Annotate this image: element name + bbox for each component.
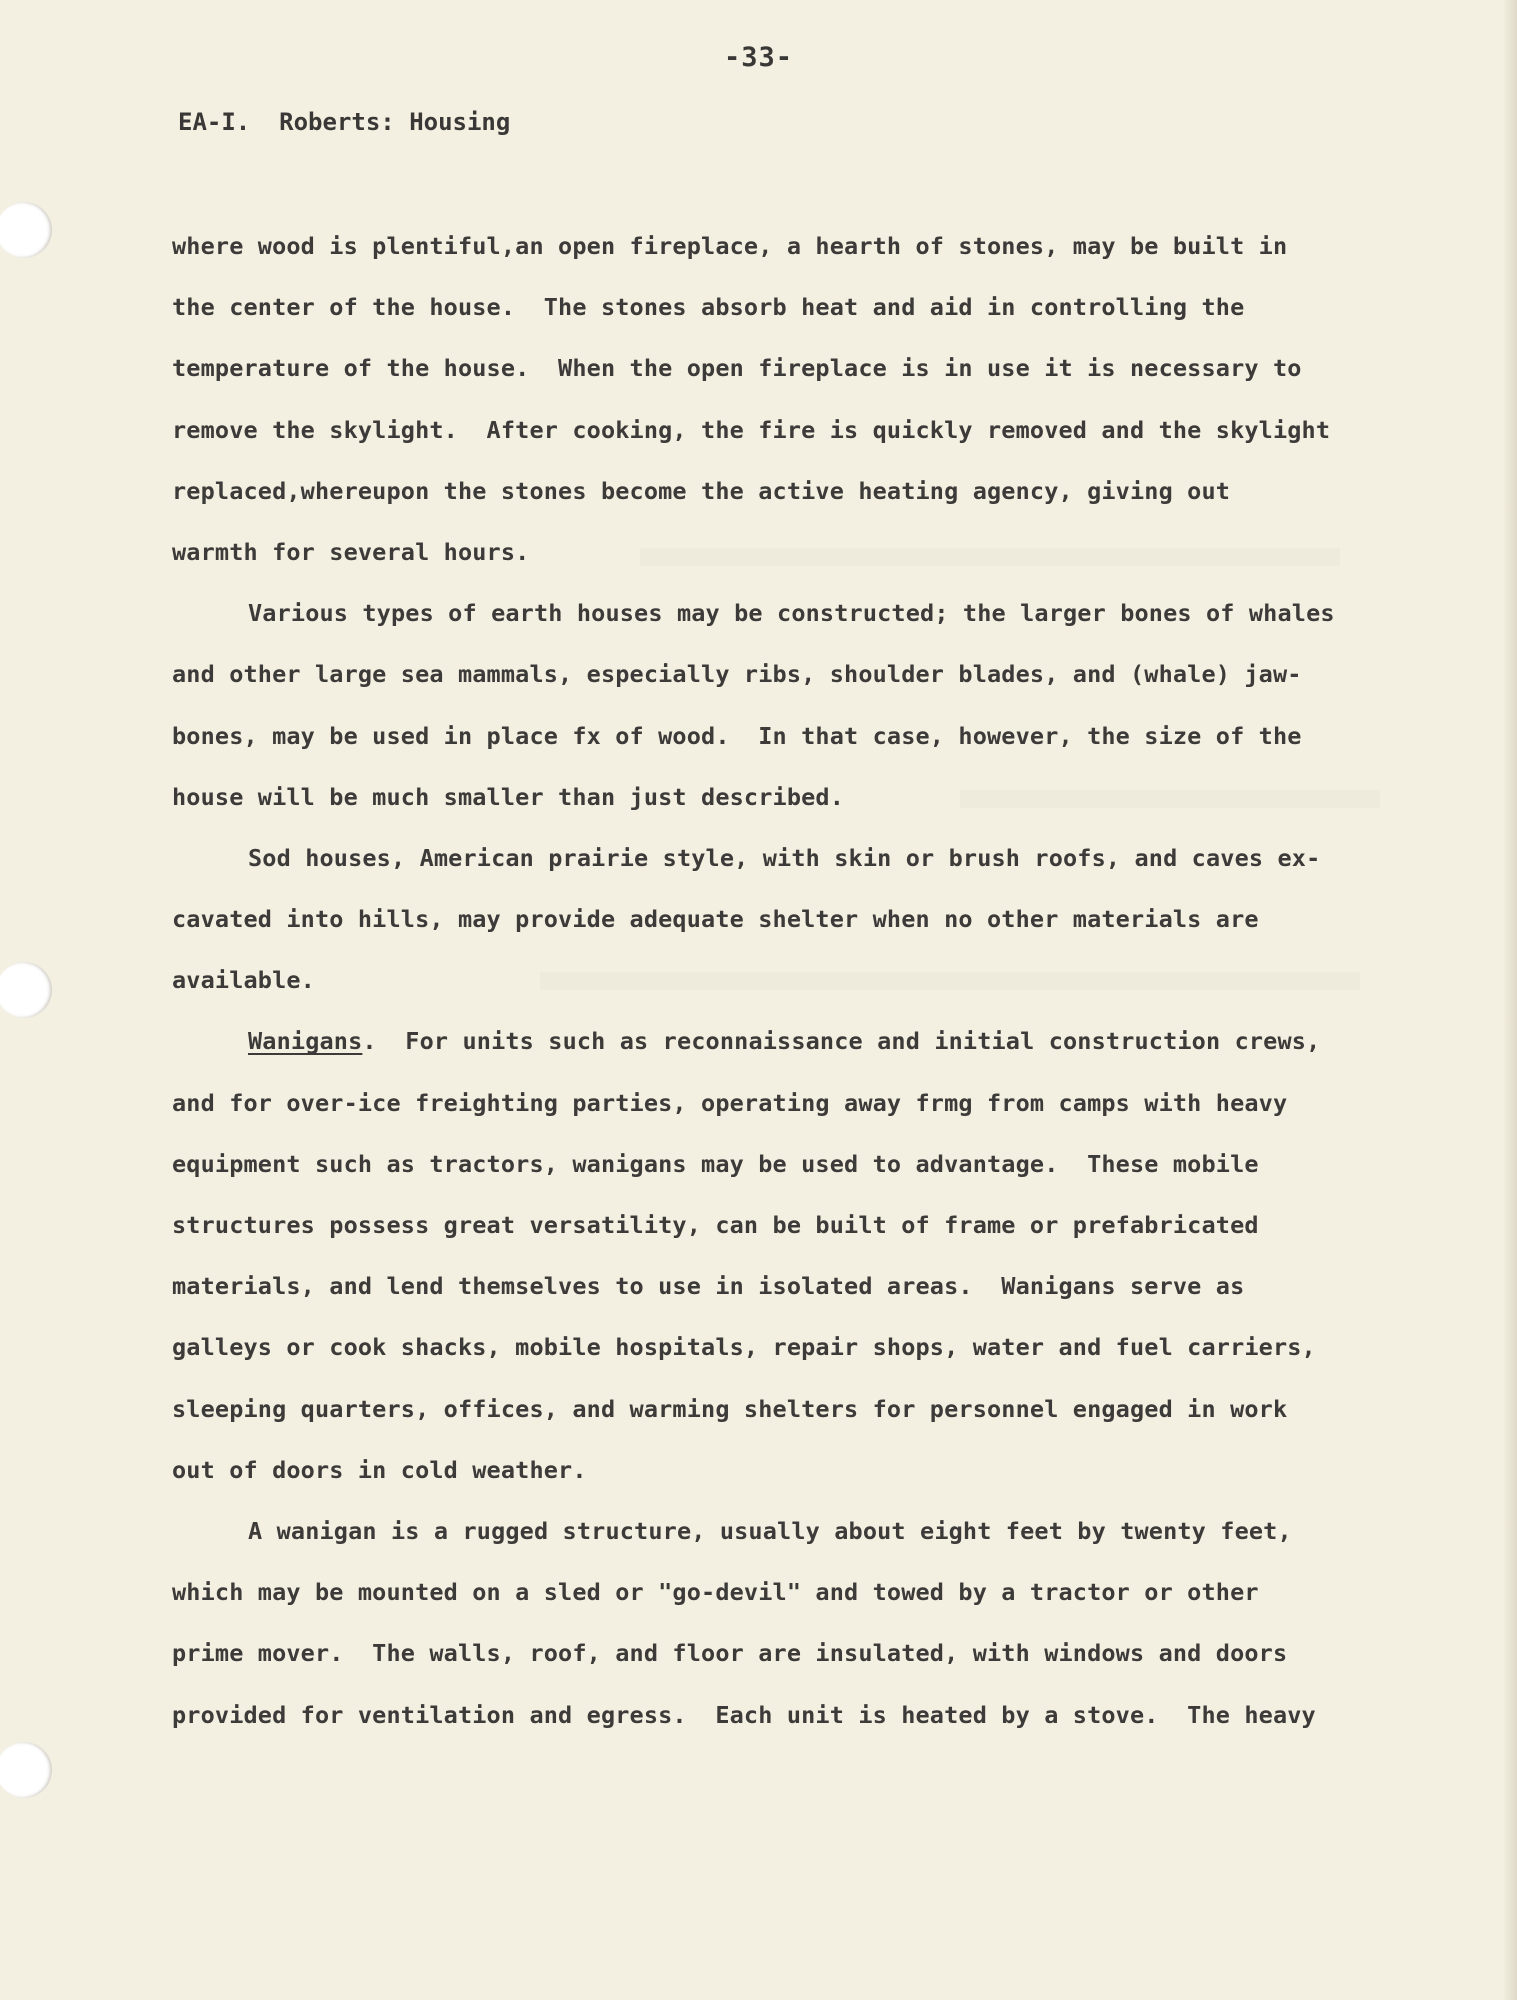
text-line: temperature of the house. When the open fireplace is in use it is necessary to xyxy=(172,354,1302,383)
paragraph-wanigan-structure xyxy=(172,1501,1422,1746)
text-line: structures possess great versatility, can be built of frame or prefabricated xyxy=(172,1211,1259,1239)
text-line: which may be mounted on a sled or "go-devil" and towed by a tractor or other xyxy=(172,1578,1259,1607)
text-line: Various types of earth houses may be constructed; the larger bones of whales xyxy=(248,599,1335,628)
text-line: cavated into hills, may provide adequate shelter when no other materials are xyxy=(172,905,1259,934)
text-line: replaced,whereupon the stones become the active heating agency, giving out xyxy=(172,476,1231,505)
text-line: the center of the house. The stones absorb heat and aid in controlling the xyxy=(172,293,1245,322)
running-head: EA-I. Roberts: Housing xyxy=(178,108,511,136)
text-line: Sod houses, American prairie style, with skin or brush roofs, and caves ex- xyxy=(248,843,1321,872)
text-line xyxy=(172,1011,1422,1072)
page-number: -33- xyxy=(723,42,794,73)
text-line: prime mover. The walls, roof, and floor are insulated, with windows and doors xyxy=(172,1639,1288,1668)
text-line: A wanigan is a rugged structure, usually about eight feet by twenty feet, xyxy=(248,1516,1292,1545)
text-line: materials, and lend themselves to use in isolated areas. Wanigans serve as xyxy=(172,1272,1245,1301)
text-line: remove the skylight. After cooking, the fire is quickly removed and the skylight xyxy=(172,415,1331,444)
text-line: where wood is plentiful,an open fireplace, a hearth of stones, may be built in xyxy=(172,232,1288,260)
text-line: sleeping quarters, offices, and warming shelters for personnel engaged in work xyxy=(172,1394,1288,1423)
section-heading-wanigans: Wanigans xyxy=(248,1027,363,1056)
text-line: equipment such as tractors, wanigans may be used to advantage. These mobile xyxy=(172,1149,1259,1178)
text-line-rest: . For units such as reconnaissance and initial construction crews, xyxy=(362,1027,1321,1056)
punch-hole-middle xyxy=(0,962,52,1018)
paragraph-wanigans xyxy=(172,1011,1422,1501)
body-text xyxy=(172,216,1422,1746)
page-edge-shadow xyxy=(1503,0,1517,2000)
text-line: galleys or cook shacks, mobile hospitals, repair shops, water and fuel carriers, xyxy=(172,1333,1316,1362)
paragraph-fireplace xyxy=(172,216,1422,583)
punch-hole-bottom xyxy=(0,1742,52,1798)
paragraph-sod-houses xyxy=(172,828,1422,1012)
punch-hole-top xyxy=(0,202,52,258)
text-line: available. xyxy=(172,966,315,995)
text-line: provided for ventilation and egress. Each unit is heated by a stove. The heavy xyxy=(172,1700,1316,1729)
text-line: and other large sea mammals, especially ribs, shoulder blades, and (whale) jaw- xyxy=(172,660,1302,689)
text-line: and for over-ice freighting parties, operating away frmg from camps with heavy xyxy=(172,1088,1288,1117)
text-line: house will be much smaller than just described. xyxy=(172,782,845,811)
paragraph-earth-houses xyxy=(172,583,1422,828)
text-line: out of doors in cold weather. xyxy=(172,1455,587,1484)
text-line: bones, may be used in place fx of wood. In that case, however, the size of the xyxy=(172,721,1302,750)
text-line: warmth for several hours. xyxy=(172,537,530,566)
